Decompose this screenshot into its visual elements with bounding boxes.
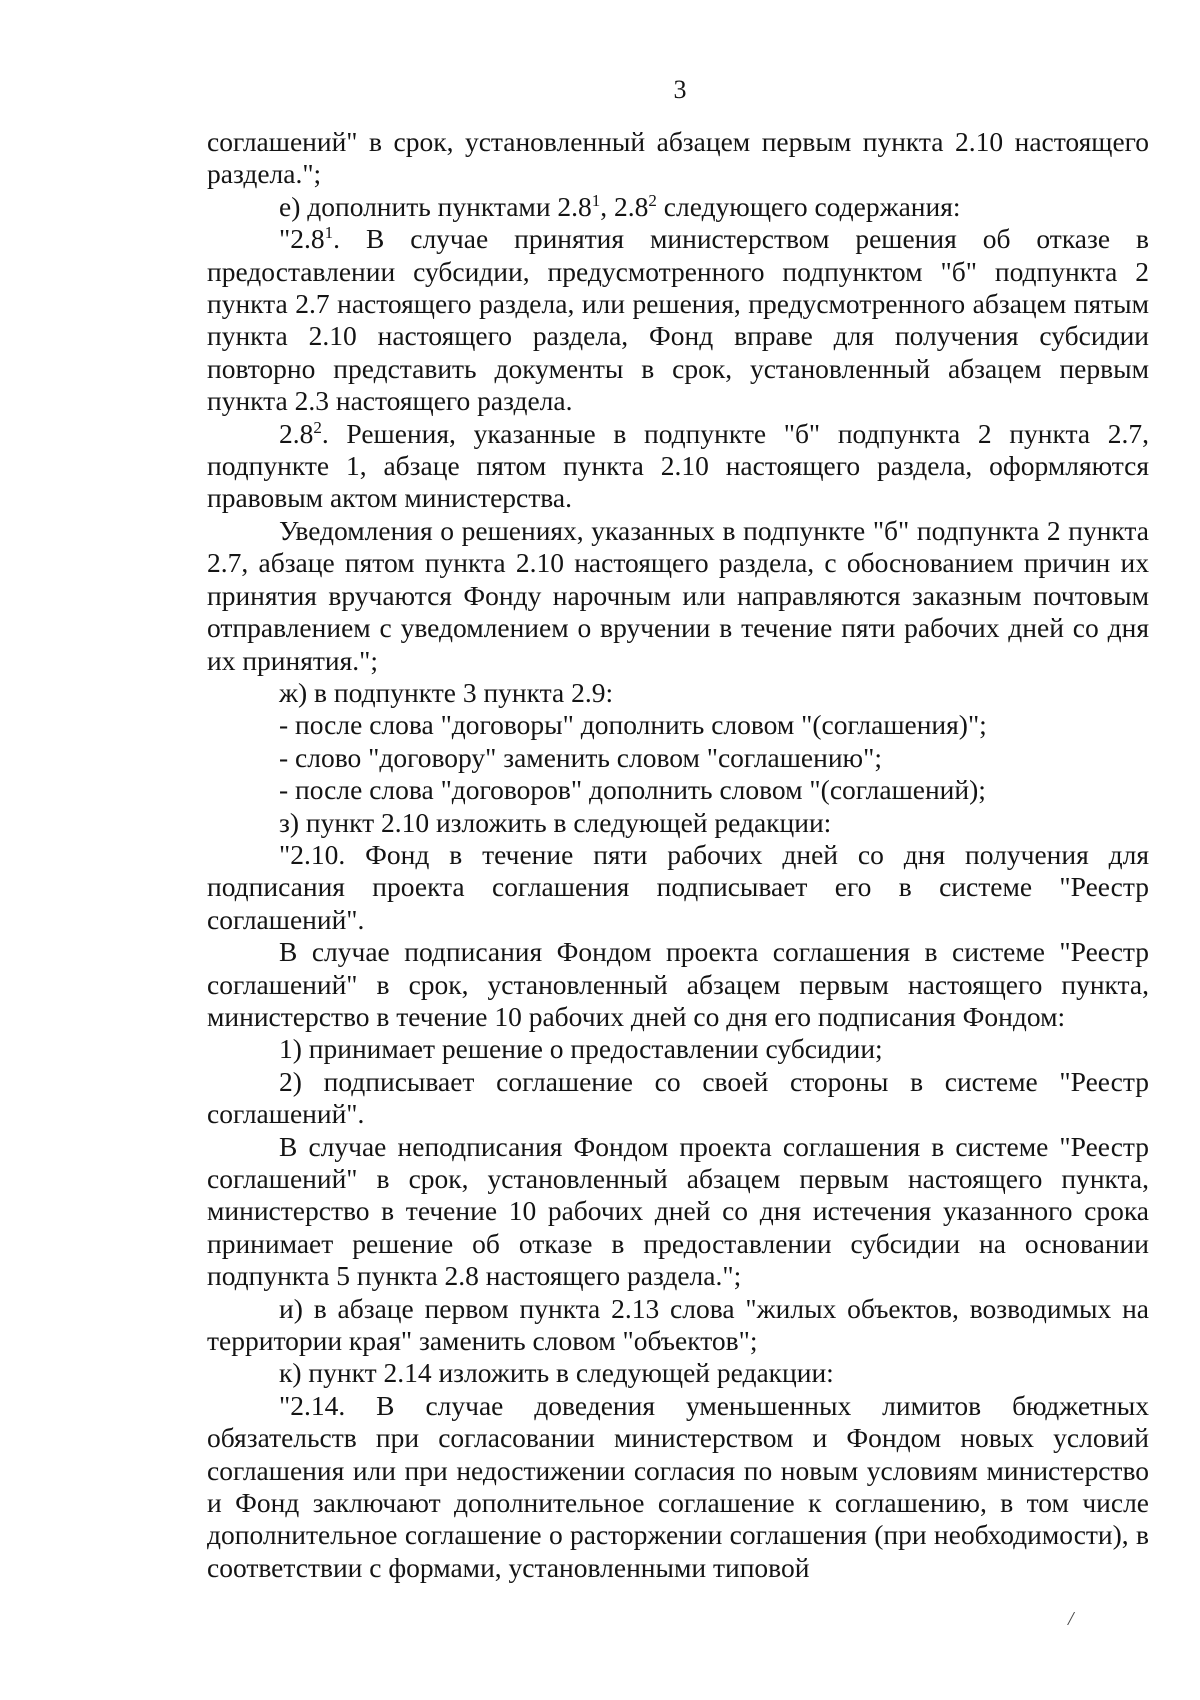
paragraph-item-z: з) пункт 2.10 изложить в следующей редакции:	[279, 806, 832, 838]
item-e-end: следующего содержания:	[656, 190, 961, 222]
paragraph-subitem-1: 1) принимает решение о предоставлении субсидии;	[279, 1033, 883, 1065]
paragraph-bullet-2: - слово "договору" заменить словом "соглашению";	[279, 741, 882, 773]
paragraph-item-k: к) пункт 2.14 изложить в следующей редакции:	[279, 1357, 834, 1389]
paragraph-notifications: Уведомления о решениях, указанных в подпункте "б" подпункта 2 пункта 2.7, абзаце пятом пункта 2.10 настоящего раздела, с обоснованием причин их принятия вручаются Фонду нарочным или направляются заказным почтовым отправлением с уведомлением о вручении в течение пяти рабочих дней со дня их принятия.";	[207, 514, 1149, 676]
paragraph-clause-2-8-2	[207, 418, 1149, 515]
paragraph-item-zh: ж) в подпункте 3 пункта 2.9:	[279, 676, 614, 708]
page-number: 3	[673, 75, 687, 104]
document-body	[207, 126, 1149, 1584]
paragraph-item-e	[207, 191, 1149, 223]
paragraph-clause-2-8-1	[207, 223, 1149, 417]
item-e-mid: , 2.8	[600, 190, 649, 222]
paragraph-signing-case: В случае подписания Фондом проекта соглашения в системе "Реестр соглашений" в срок, установленный абзацем первым настоящего пункта, министерство в течение 10 рабочих дней со дня его подписания Фондом:	[207, 936, 1149, 1032]
clause-2-8-2-number: 2.8	[279, 417, 314, 449]
clause-2-8-1-sup: 1	[324, 223, 334, 243]
paragraph-clause-2-14: "2.14. В случае доведения уменьшенных лимитов бюджетных обязательств при согласовании министерством и Фондом новых условий соглашения или при недостижении согласия по новым условиям министерство и Фонд заключают дополнительное соглашение к соглашению, в том числе дополнительное соглашение о расторжении соглашения (при необходимости), в соответствии с формами, установленными типовой	[207, 1389, 1149, 1583]
item-e-sup-1: 1	[591, 190, 601, 210]
item-e-sup-2: 2	[648, 190, 657, 210]
clause-2-8-2-sup: 2	[313, 417, 322, 437]
paragraph-clause-2-10: "2.10. Фонд в течение пяти рабочих дней со дня получения для подписания проекта соглашения подписывает его в системе "Реестр соглашений".	[207, 838, 1149, 935]
paragraph-bullet-1: - после слова "договоры" дополнить словом "(соглашения)";	[279, 709, 987, 741]
paragraph-subitem-2: 2) подписывает соглашение со своей стороны в системе "Реестр соглашений".	[207, 1065, 1149, 1130]
clause-2-8-2-text: . Решения, указанные в подпункте "б" подпункта 2 пункта 2.7, подпункте 1, абзаце пятом пункта 2.10 настоящего раздела, оформляются правовым актом министерства.	[207, 417, 1149, 514]
paragraph-bullet-3: - после слова "договоров" дополнить словом "(соглашений);	[279, 774, 986, 806]
paragraph-continuation: соглашений" в срок, установленный абзацем первым пункта 2.10 настоящего раздела.";	[207, 126, 1149, 190]
bottom-stroke-mark: /	[1068, 1608, 1074, 1630]
clause-2-8-1-number: "2.8	[279, 223, 325, 255]
paragraph-item-i: и) в абзаце первом пункта 2.13 слова "жилых объектов, возводимых на территории края" заменить словом "объектов";	[207, 1292, 1149, 1357]
item-e-text: е) дополнить пунктами 2.8	[279, 190, 592, 222]
clause-2-8-1-text: . В случае принятия министерством решения об отказе в предоставлении субсидии, предусмотренного подпунктом "б" подпункта 2 пункта 2.7 настоящего раздела, или решения, предусмотренного абзацем пятым пункта 2.10 настоящего раздела, Фонд вправе для получения субсидии повторно представить документы в срок, установленный абзацем первым пункта 2.3 настоящего раздела.	[207, 223, 1149, 417]
paragraph-non-signing-case: В случае неподписания Фондом проекта соглашения в системе "Реестр соглашений" в срок, установленный абзацем первым настоящего пункта, министерство в течение 10 рабочих дней со дня истечения указанного срока принимает решение об отказе в предоставлении субсидии на основании подпункта 5 пункта 2.8 настоящего раздела.";	[207, 1130, 1149, 1292]
